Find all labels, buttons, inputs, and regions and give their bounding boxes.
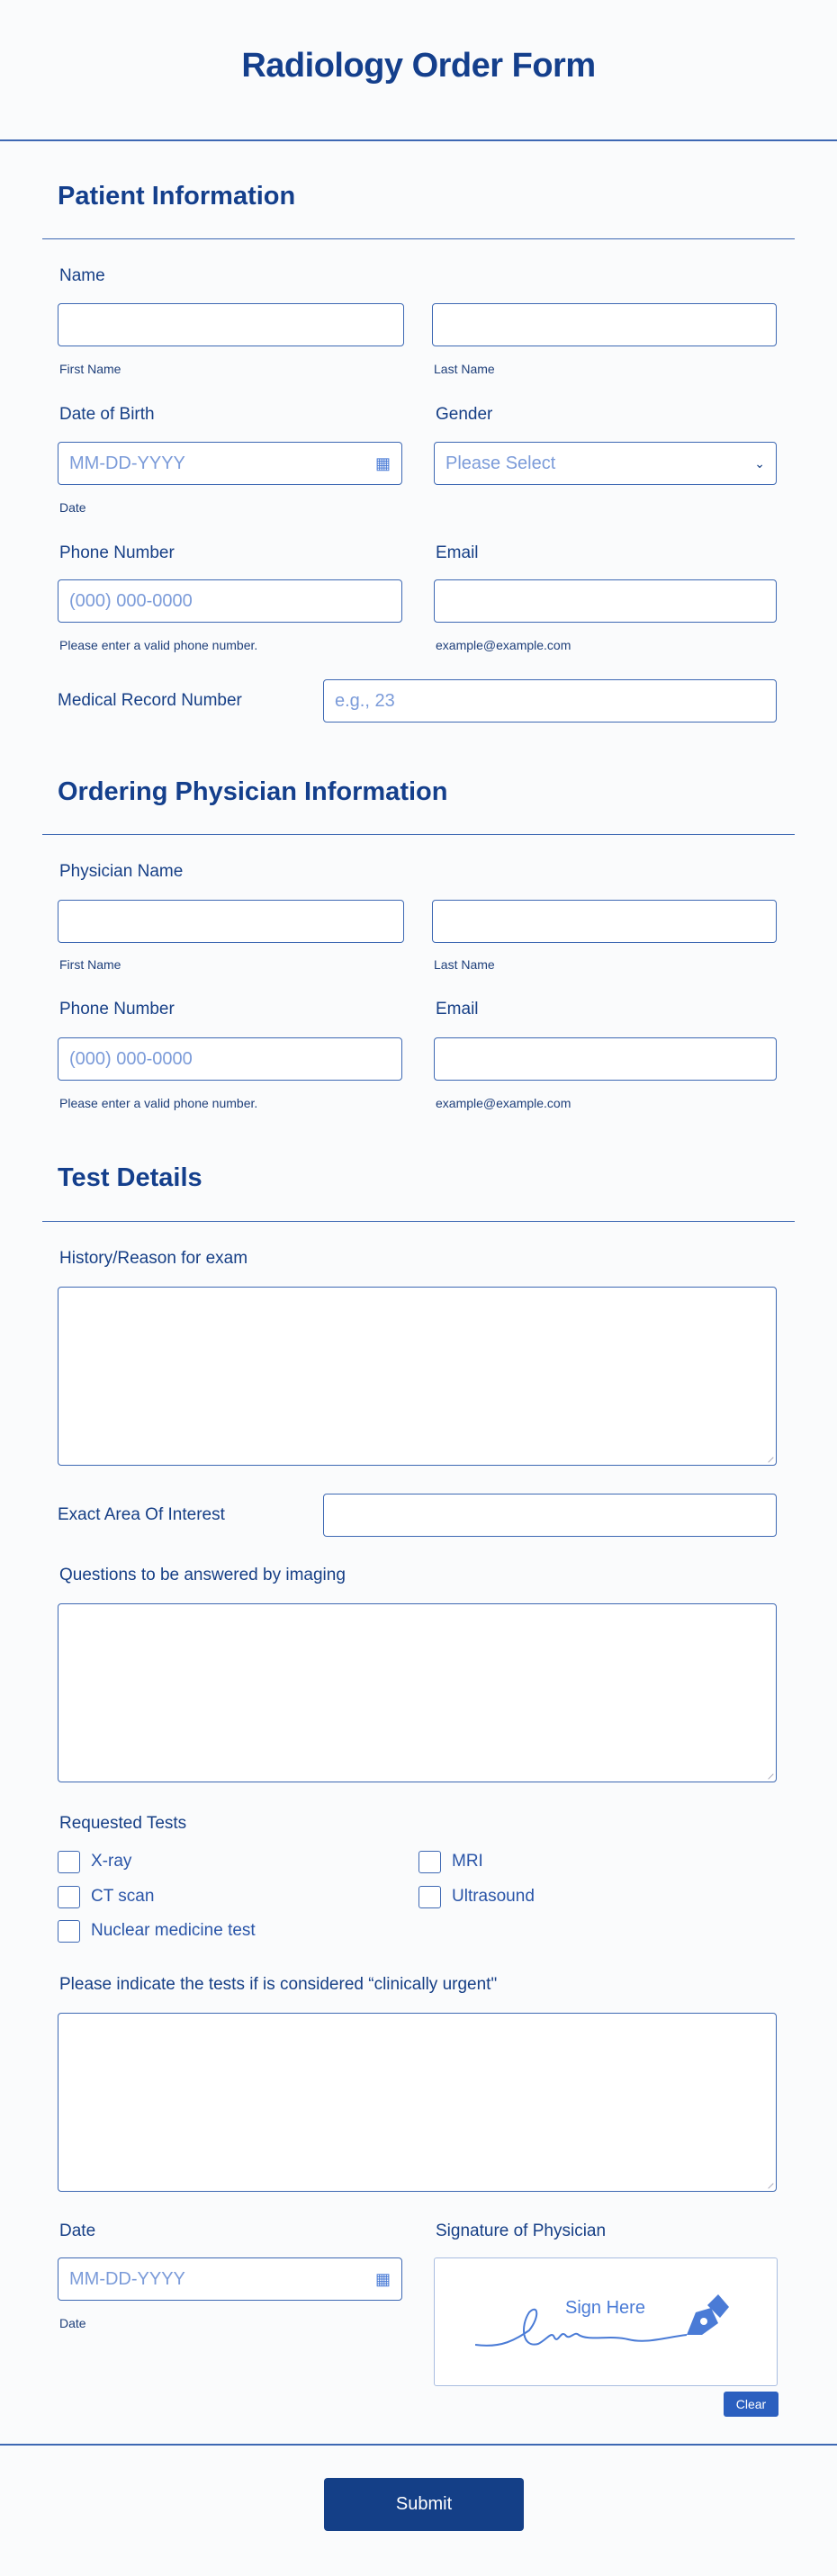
resize-handle-icon[interactable] — [763, 1769, 773, 1779]
area-input[interactable] — [323, 1494, 777, 1537]
date-sublabel: Date — [59, 2316, 86, 2330]
section-divider — [42, 238, 795, 239]
phone-placeholder: (000) 000-0000 — [69, 590, 193, 611]
gender-label: Gender — [436, 405, 493, 424]
date-input[interactable] — [58, 2257, 402, 2301]
dob-input[interactable] — [58, 442, 402, 485]
questions-textarea[interactable] — [58, 1603, 777, 1782]
clear-signature-button[interactable]: Clear — [724, 2392, 778, 2417]
physician-phone-label: Phone Number — [59, 1000, 175, 1019]
sign-here-text: Sign Here — [565, 2298, 645, 2318]
dob-label: Date of Birth — [59, 405, 155, 424]
section-divider — [42, 834, 795, 835]
email-sublabel: example@example.com — [436, 1096, 572, 1110]
checkbox-nuclear-medicine[interactable] — [58, 1920, 80, 1943]
header-divider — [0, 139, 837, 141]
date-placeholder: MM-DD-YYYY — [69, 2268, 185, 2289]
section-patient-information: Patient Information — [58, 182, 296, 211]
calendar-icon[interactable]: ▦ — [374, 2269, 391, 2288]
signature-label: Signature of Physician — [436, 2221, 607, 2240]
section-test-details: Test Details — [58, 1163, 202, 1192]
gender-value: Please Select — [446, 453, 556, 473]
mrn-placeholder: e.g., 23 — [335, 690, 395, 711]
section-physician-information: Ordering Physician Information — [58, 777, 448, 806]
first-name-input[interactable] — [58, 303, 404, 346]
checkbox-label[interactable]: MRI — [452, 1852, 483, 1871]
phone-input[interactable] — [58, 579, 402, 623]
email-sublabel: example@example.com — [436, 638, 572, 652]
form-title: Radiology Order Form — [241, 47, 596, 85]
checkbox-ct-scan[interactable] — [58, 1886, 80, 1908]
checkbox-xray[interactable] — [58, 1851, 80, 1873]
area-label: Exact Area Of Interest — [58, 1505, 225, 1524]
last-name-sublabel: Last Name — [434, 362, 495, 376]
checkbox-ultrasound[interactable] — [418, 1886, 441, 1908]
history-textarea[interactable] — [58, 1287, 777, 1466]
physician-email-input[interactable] — [434, 1037, 777, 1081]
footer-divider — [0, 2444, 837, 2446]
first-name-sublabel: First Name — [59, 362, 122, 376]
resize-handle-icon[interactable] — [763, 2178, 773, 2188]
mrn-input[interactable] — [323, 679, 777, 723]
name-label: Name — [59, 266, 105, 285]
physician-first-name-input[interactable] — [58, 900, 404, 943]
phone-label: Phone Number — [59, 543, 175, 562]
first-name-sublabel: First Name — [59, 957, 122, 972]
checkbox-label[interactable]: X-ray — [91, 1852, 132, 1871]
requested-tests-label: Requested Tests — [59, 1814, 187, 1833]
submit-button[interactable]: Submit — [324, 2478, 524, 2531]
mrn-label: Medical Record Number — [58, 691, 242, 710]
section-divider — [42, 1221, 795, 1222]
date-label: Date — [59, 2221, 96, 2240]
chevron-down-icon: ⌄ — [754, 455, 765, 471]
email-input[interactable] — [434, 579, 777, 623]
phone-sublabel: Please enter a valid phone number. — [59, 1096, 258, 1110]
signature-pen-icon — [475, 2294, 736, 2357]
physician-last-name-input[interactable] — [432, 900, 777, 943]
phone-placeholder: (000) 000-0000 — [69, 1048, 193, 1069]
calendar-icon[interactable]: ▦ — [374, 453, 391, 472]
questions-label: Questions to be answered by imaging — [59, 1566, 346, 1584]
phone-sublabel: Please enter a valid phone number. — [59, 638, 258, 652]
dob-sublabel: Date — [59, 500, 86, 515]
last-name-input[interactable] — [432, 303, 777, 346]
last-name-sublabel: Last Name — [434, 957, 495, 972]
history-label: History/Reason for exam — [59, 1249, 248, 1268]
physician-name-label: Physician Name — [59, 862, 184, 881]
urgent-label: Please indicate the tests if is considered “clinically urgent" — [59, 1975, 498, 1994]
email-label: Email — [436, 543, 479, 562]
checkbox-label[interactable]: Nuclear medicine test — [91, 1921, 256, 1940]
dob-placeholder: MM-DD-YYYY — [69, 453, 185, 473]
physician-phone-input[interactable] — [58, 1037, 402, 1081]
signature-pad[interactable] — [434, 2257, 778, 2386]
gender-select[interactable] — [434, 442, 777, 485]
urgent-textarea[interactable] — [58, 2013, 777, 2192]
checkbox-label[interactable]: Ultrasound — [452, 1887, 535, 1906]
checkbox-label[interactable]: CT scan — [91, 1887, 155, 1906]
checkbox-mri[interactable] — [418, 1851, 441, 1873]
physician-email-label: Email — [436, 1000, 479, 1019]
resize-handle-icon[interactable] — [763, 1452, 773, 1462]
